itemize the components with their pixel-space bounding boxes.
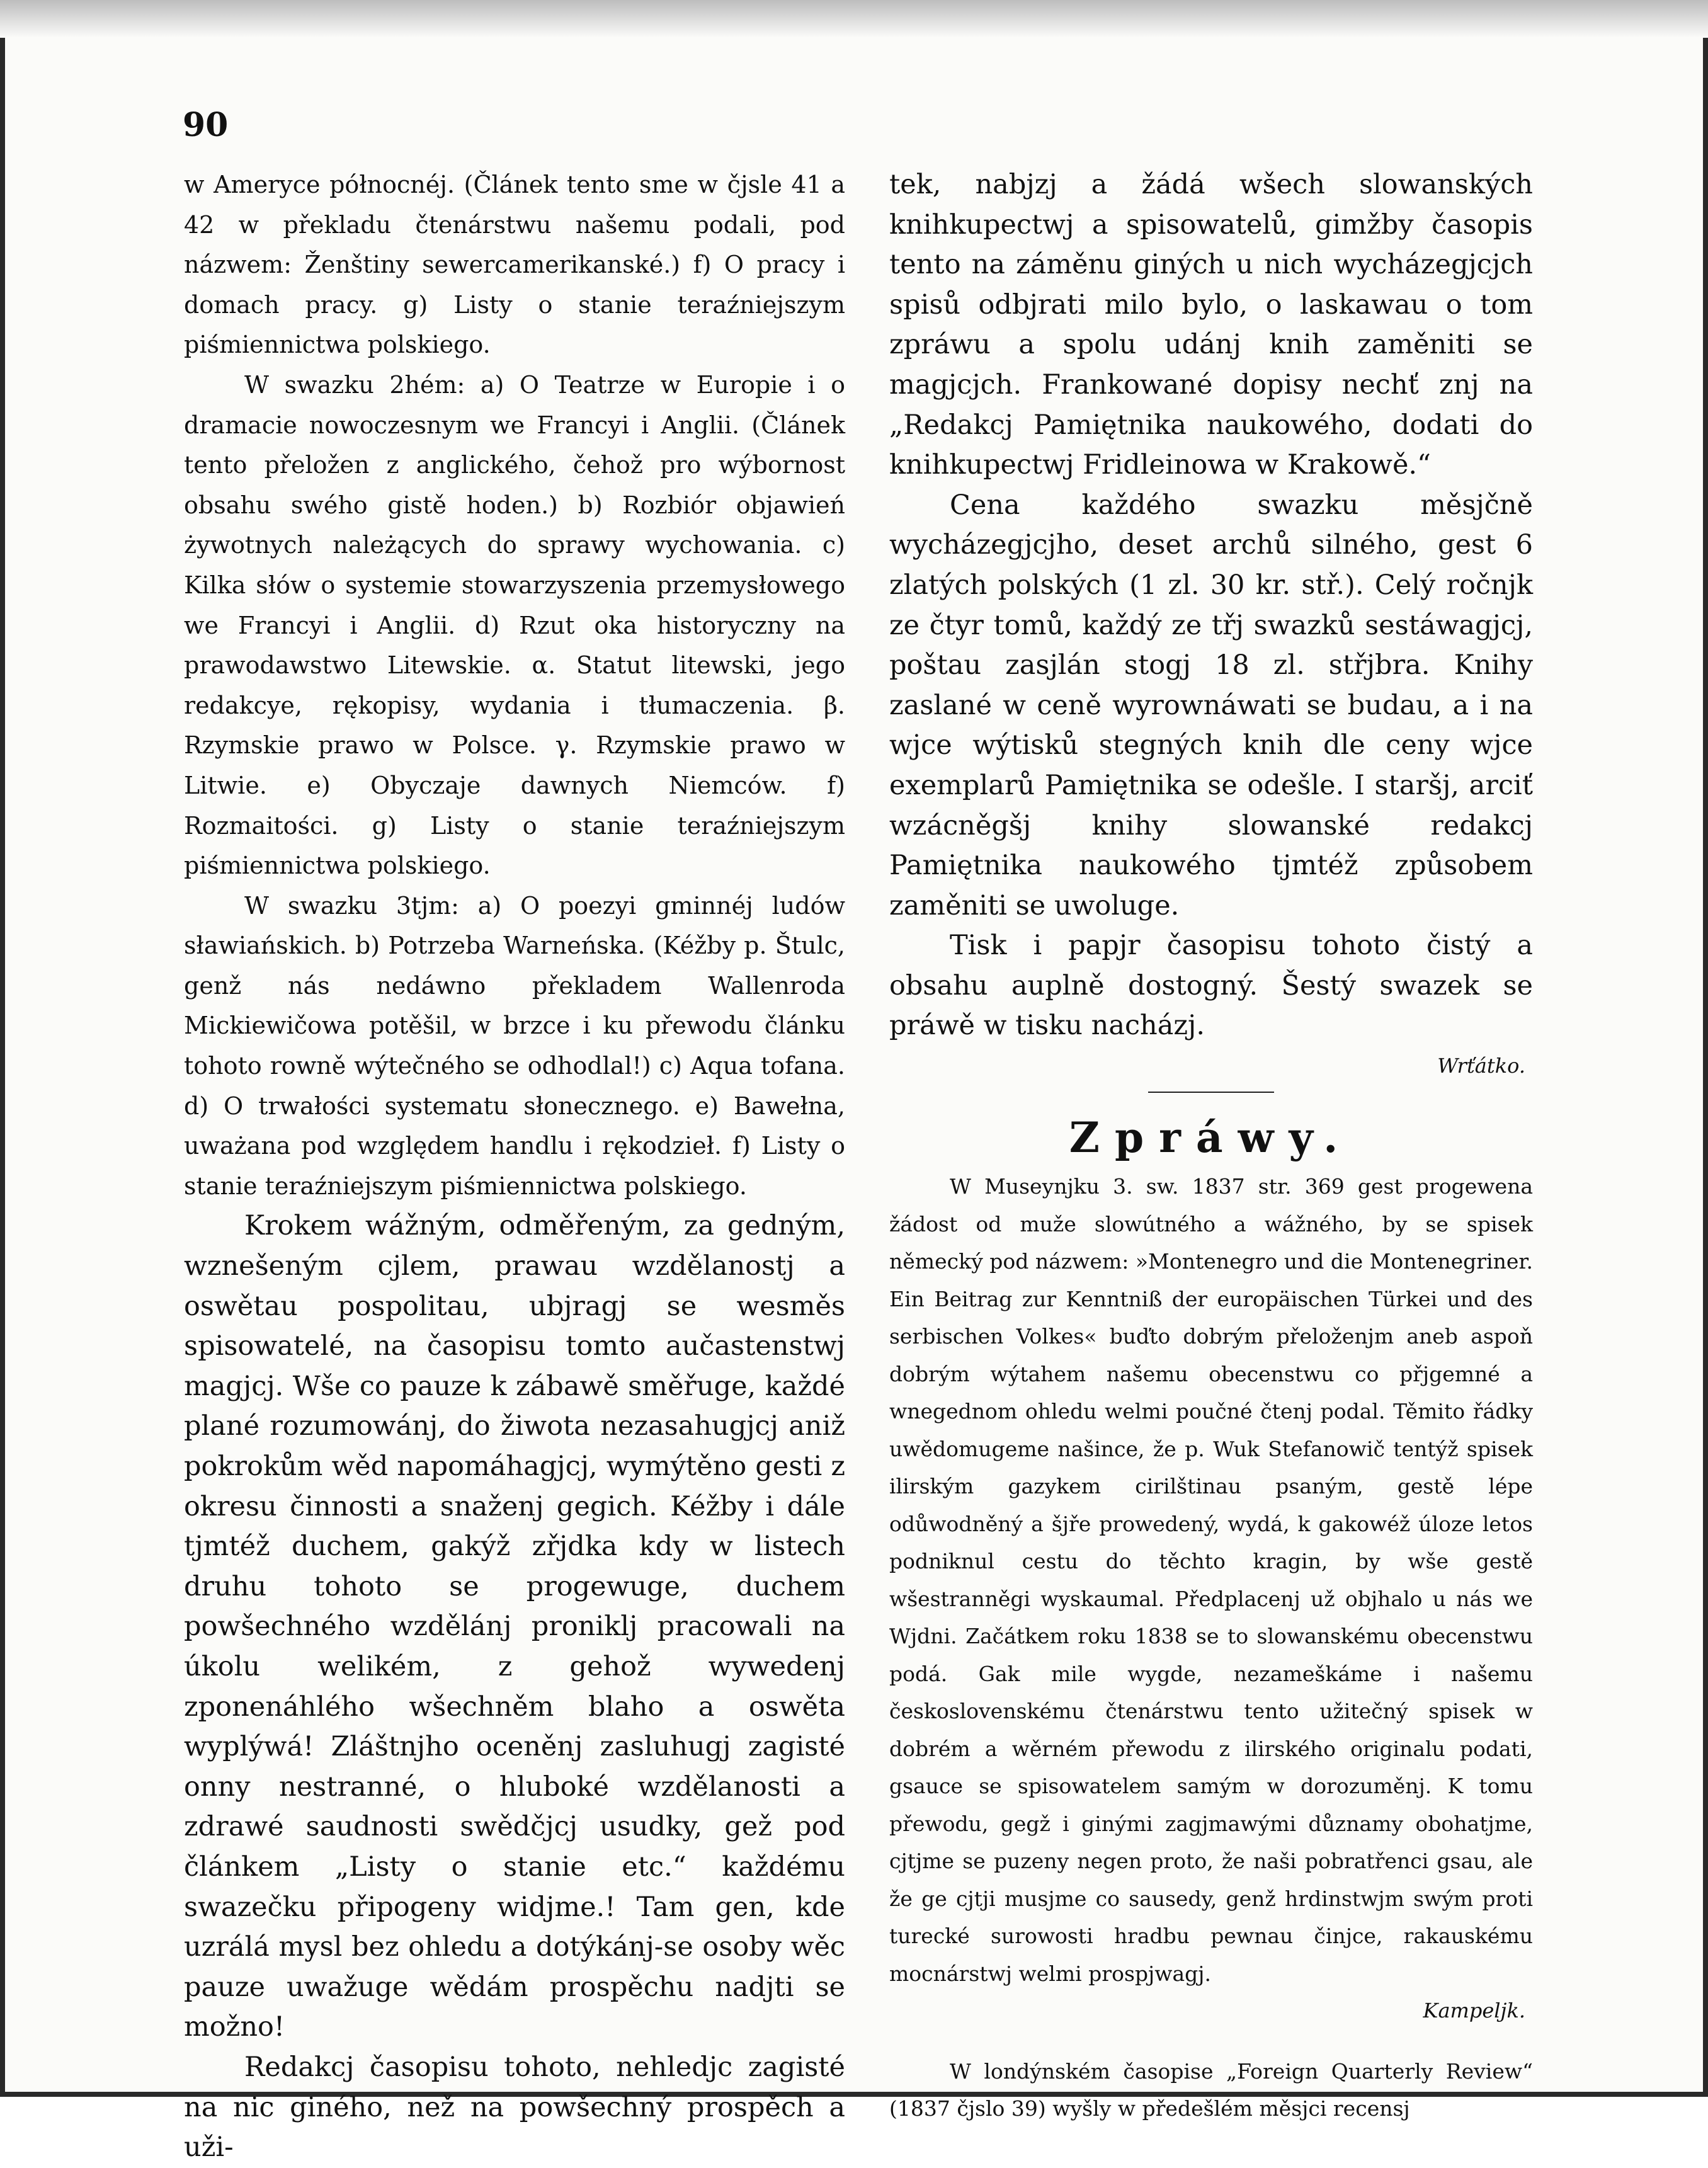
paragraph-left-4: Krokem wážným, odměřeným, za gedným, wznešeným cjlem, prawau wzdělanostj a oswětau pospolitau, ubjragj se wesměs spisowatelé, na časopisu tomto aučastenstwj magjcj. Wše co pauze k zábawě směřuge, každé plané rozumowánj, do žiwota nezasahugjcj aniž pokrokům wěd napomáhagjcj, wymýtěno gesti z okresu činnosti a snaženj gegich. Kéžby i dále tjmtéž duchem, gakýž zřjdka kdy w listech druhu tohoto se progewuge, duchem powšechného wzdělánj proniklj pracowali na úkolu welikém, z gehož wywedenj zponenáhlého wšechněm blaho a oswěta wyplýwá! Zláštnjho oceněnj zasluhugj zagisté onny nestranné, o hluboké wzdělanosti a zdrawé saudnosti swědčjcj usudky, gež pod článkem „Listy o stanie etc.“ každému swazečku připogeny widjme.! Tam gen, kde uzrálá mysl bez ohledu a dotýkánj-se osoby wěc pauze uwažuge wědám prospěchu nadjti se možno! <box>184 1210 845 2043</box>
paragraph-left-3: W swazku 3tjm: a) O poezyi gminnéj ludów sławiańskich. b) Potrzeba Warneńska. (Kéžby p. Štulc, genž nás nedáwno překladem Wallenroda Mickiewičowa potěšil, w brzce i ku přewodu článku tohoto rowně wýtečného se odhodlal!) c) Aqua tofana. d) O trwałości systematu słonecznego. e) Bawełna, uważana pod względem handlu i rękodzieł. f) Listy o stanie teraźniejszym piśmiennictwa polskiego. <box>184 891 845 1200</box>
divider-rule <box>1148 1092 1274 1093</box>
left-column <box>184 165 845 2168</box>
page-number: 90 <box>183 106 229 144</box>
right-column <box>889 165 1533 2128</box>
paragraph-right-2: Cena každého swazku měsjčně wycházegjcjho, deset archů silného, gest 6 zlatých polských (1 zl. 30 kr. stř.). Celý ročnjk ze čtyr tomů, každý ze třj swazků sestáwagjcj, poštau zasjlán stogj 18 zl. střjbra. Knihy zaslané w ceně wyrownáwati se budau, a i na wjce wýtisků stegných knih dle ceny wjce exemplarů Pamiętnika se odešle. I staršj, arciť wzácněgšj knihy slowanské redakcj Pamiętnika naukowého tjmtéž způsobem zaměniti se uwoluge. <box>889 489 1533 921</box>
signature-kampeljk: Kampeljk. <box>1423 1999 1525 2023</box>
paragraph-left-2: W swazku 2hém: a) O Teatrze w Europie i o dramacie nowoczesnym we Francyi i Anglii. (Článek tento přeložen z anglického, čehož pro wýbornost obsahu swého gistě hoden.) b) Rozbiór objawień żywotnych należących do sprawy wychowania. c) Kilka słów o systemie stowarzyszenia przemysłowego we Francyi i Anglii. d) Rzut oka historyczny na prawodawstwo Litewskie. α. Statut litewski, jego redakcye, rękopisy, wydania i tłumaczenia. β. Rzymskie prawo w Polsce. γ. Rzymskie prawo w Litwie. e) Obyczaje dawnych Niemców. f) Rozmaitości. g) Listy o stanie teraźniejszym piśmiennictwa polskiego. <box>184 370 845 880</box>
paragraph-news-2: W londýnském časopise „Foreign Quarterly Review“ (1837 čjslo 39) wyšly w předešlém měsjci recensj <box>889 2058 1533 2121</box>
paragraph-right-3: Tisk i papjr časopisu tohoto čistý a obsahu auplně dostogný. Šestý swazek se práwě w tisku nacházj. <box>889 930 1533 1042</box>
paragraph-right-1: tek, nabjzj a žádá wšech slowanských knihkupectwj a spisowatelů, gimžby časopis tento na záměnu giných u nich wycházegjcjch spisů odbjrati milo bylo, o laskawau o tom zpráwu a spolu udánj knih zaměniti se magjcjch. Frankowané dopisy nechť znj na „Redakcj Pamiętnika naukowého, dodati do knihkupectwj Fridleinowa w Krakowě.“ <box>889 169 1533 481</box>
signature-wrtatko: Wrťátko. <box>1437 1054 1525 1078</box>
paragraph-news-1: W Museynjku 3. sw. 1837 str. 369 gest progewena žádost od muže slowútného a wážného, by se spisek německý pod názwem: »Montenegro und die Montenegriner. Ein Beitrag zur Kenntniß der europäischen Türkei und des serbischen Volkes« buďto dobrým přeloženjm aneb aspoň dobrým wýtahem našemu obecenstwu co přjgemné a wnegednom ohledu welmi poučné čtenj podal. Těmito řádky uwědomugeme našince, že p. Wuk Stefanowič tentýž spisek ilirským gazykem cirilštinau psaným, gestě lépe odůwodněný a šjře prowedený, wydá, k gakowéž úloze letos podniknul cestu do těchto kragin, by wše gestě wšestranněgi wyskaumal. Předplacenj už objhalo u nás we Wjdni. Začátkem roku 1838 se to slowanskému obecenstwu podá. Gak mile wygde, nezameškáme i našemu československému čtenárstwu tento užitečný spisek w dobrém a wěrném přewodu z ilirského originalu podati, gsauce se spisowatelem samým w dorozuměnj. K tomu přewodu, gegž i ginými zagjmawými důznamy obohatjme, cjtjme se puzeny negen proto, že naši pobratřenci gsau, ale že ge cjtji musjme co sausedy, genž hrdinstwjm swým proti turecké surowosti hradbu pewnau činjce, rakauskému mocnárstwj welmi prospjwagj. <box>889 1174 1533 1986</box>
news-section <box>889 1168 1533 2128</box>
section-title: Zpráwy. <box>1069 1112 1353 1162</box>
paragraph-left-1: w Ameryce północnéj. (Článek tento sme w čjsle 41 a 42 w překladu čtenárstwu našemu podali, pod názwem: Ženštiny sewercamerikanské.) f) O pracy i domach pracy. g) Listy o stanie teraźniejszym piśmiennictwa polskiego. <box>184 171 845 359</box>
paragraph-left-5: Redakcj časopisu tohoto, nehledjc zagisté na nic giného, než na powšechný prospěch a uži- <box>184 2051 845 2164</box>
paragraph-gap <box>889 2030 1533 2053</box>
